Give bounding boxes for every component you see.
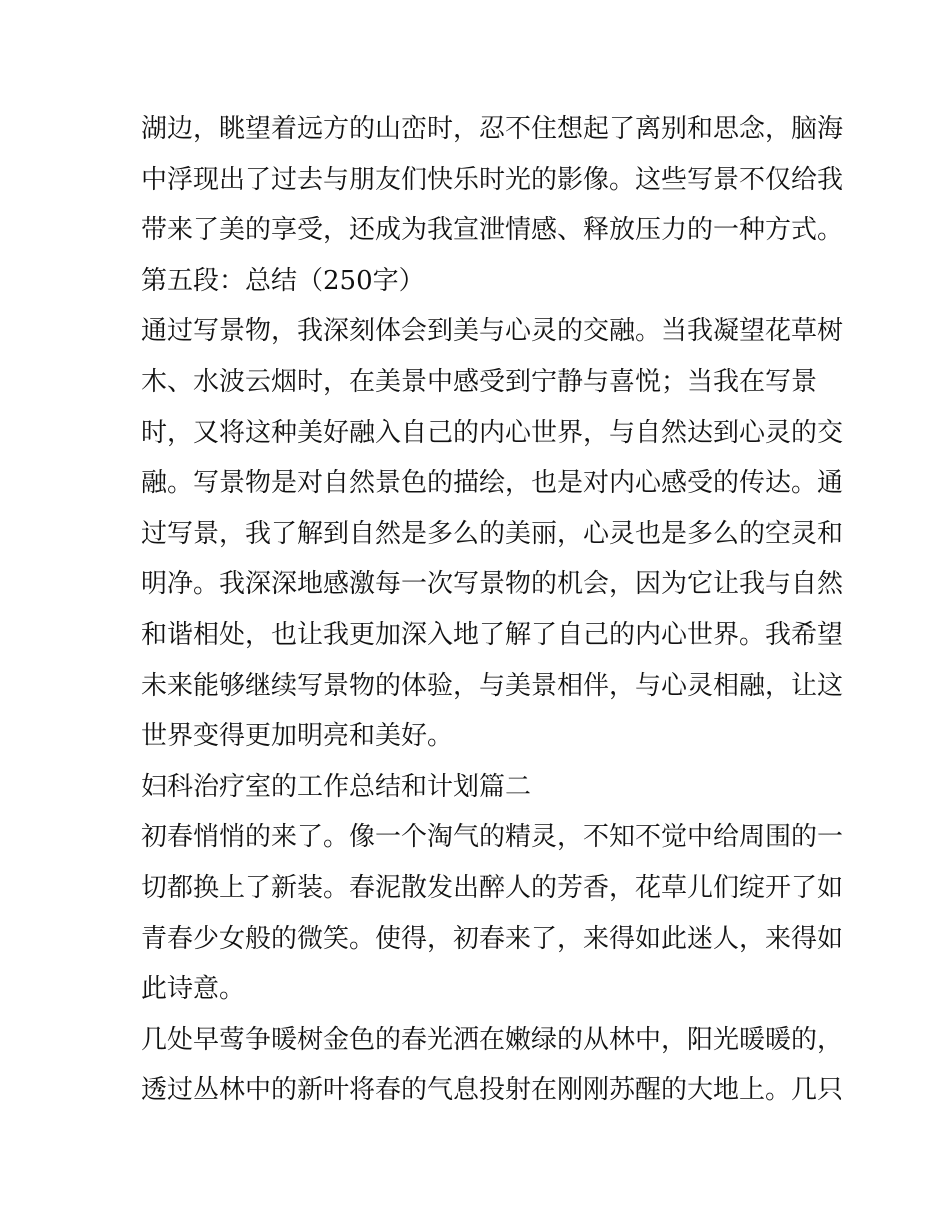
text-line: 透过丛林中的新叶将春的气息投射在刚刚苏醒的大地上。几只 — [141, 1075, 844, 1106]
text-line: 过写景，我了解到自然是多么的美丽，心灵也是多么的空灵和 — [141, 518, 844, 549]
text-line: 木、水波云烟时，在美景中感受到宁静与喜悦；当我在写景 — [141, 366, 818, 397]
text-line: 湖边，眺望着远方的山峦时，忍不住想起了离别和思念，脑海 — [141, 114, 844, 144]
text-line: 世界变得更加明亮和美好。 — [141, 721, 454, 752]
text-line: 青春少女般的微笑。使得，初春来了，来得如此迷人，来得如 — [141, 923, 844, 954]
document-body — [141, 104, 844, 1116]
text-line: 此诗意。 — [141, 974, 246, 1005]
text-line: 通过写景物，我深刻体会到美与心灵的交融。当我凝望花草树 — [141, 316, 844, 347]
text-line: 中浮现出了过去与朋友们快乐时光的影像。这些写景不仅给我 — [141, 164, 844, 195]
text-line: 初春悄悄的来了。像一个淘气的精灵，不知不觉中给周围的一 — [141, 822, 844, 853]
text-line: 融。写景物是对自然景色的描绘，也是对内心感受的传达。通 — [141, 468, 844, 499]
text-line: 未来能够继续写景物的体验，与美景相伴，与心灵相融，让这 — [141, 670, 844, 701]
text-line: 几处早莺争暖树金色的春光洒在嫩绿的从林中，阳光暖暖的， — [141, 1024, 844, 1055]
text-line: 明净。我深深地感激每一次写景物的机会，因为它让我与自然 — [141, 569, 844, 600]
text-line: 时，又将这种美好融入自己的内心世界，与自然达到心灵的交 — [141, 417, 844, 448]
text-line: 带来了美的享受，还成为我宣泄情感、释放压力的一种方式。 — [141, 215, 844, 246]
chapter-heading: 妇科治疗室的工作总结和计划篇二 — [141, 771, 532, 802]
text-line: 切都换上了新装。春泥散发出醉人的芳香，花草儿们绽开了如 — [141, 872, 844, 903]
text-line: 和谐相处，也让我更加深入地了解了自己的内心世界。我希望 — [141, 619, 844, 650]
section-heading: 第五段：总结（250字） — [141, 265, 425, 296]
